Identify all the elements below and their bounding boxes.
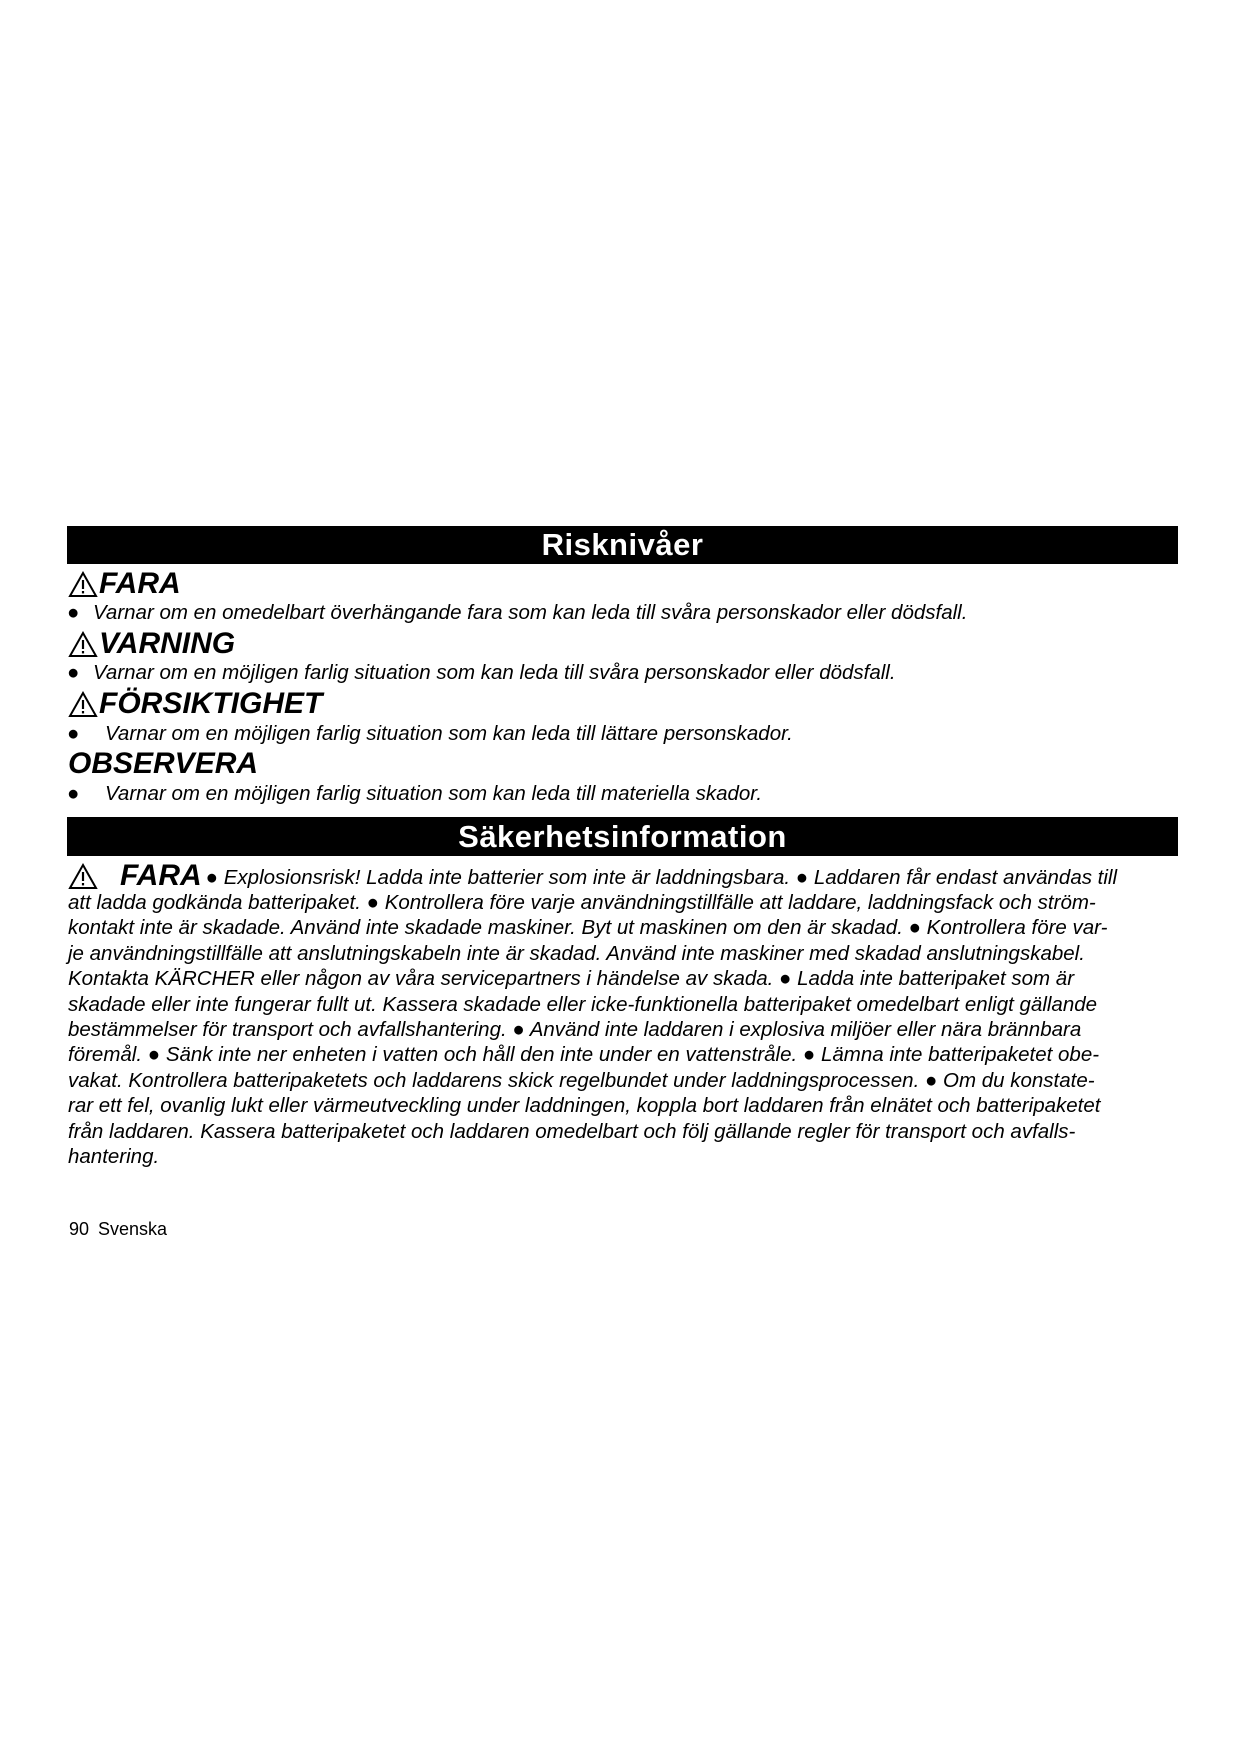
warning-triangle-icon xyxy=(68,631,98,658)
safety-line: hantering. xyxy=(68,1145,160,1169)
safety-information-paragraph xyxy=(68,859,1180,1169)
risk-level-varning-description xyxy=(67,660,896,686)
risk-level-forsiktighet-description xyxy=(67,721,793,747)
risk-level-observera-description xyxy=(67,781,762,807)
warning-triangle-icon xyxy=(68,862,102,890)
section-title: Risknivåer xyxy=(541,527,704,562)
section-banner-risknivaer xyxy=(67,526,1178,564)
safety-line: Kontakta KÄRCHER eller någon av våra servicepartners i händelse av skada. ● Ladda inte batteripaket som är xyxy=(68,967,1075,991)
risk-level-text: Varnar om en omedelbart överhängande fara som kan leda till svåra personskador eller dödsfall. xyxy=(93,601,968,624)
warning-triangle-icon xyxy=(68,691,98,718)
safety-line: je användningstillfälle att anslutningskabeln inte är skadad. Använd inte maskiner med skadad anslutningskabel. xyxy=(68,941,1085,965)
risk-level-fara-heading xyxy=(68,566,181,602)
section-title: Säkerhetsinformation xyxy=(458,819,787,854)
risk-level-observera-heading xyxy=(68,746,258,782)
safety-line: bestämmelser för transport och avfallshantering. ● Använd inte laddaren i explosiva miljöer eller nära brännbara xyxy=(68,1018,1082,1042)
risk-level-label: FARA xyxy=(99,567,181,600)
safety-fara-label: FARA xyxy=(120,859,202,892)
safety-line: att ladda godkända batteripaket. ● Kontrollera före varje användningstillfälle att laddare, laddningsfack och ström- xyxy=(68,891,1096,914)
section-banner-sakerhetsinformation xyxy=(67,817,1178,856)
bullet: ● xyxy=(67,661,80,684)
risk-level-text: Varnar om en möjligen farlig situation som kan leda till materiella skador. xyxy=(105,782,763,805)
risk-level-varning-heading xyxy=(68,626,235,662)
safety-line xyxy=(68,859,1180,892)
page-number: 90 xyxy=(69,1219,90,1239)
safety-line: skadade eller inte fungerar fullt ut. Kassera skadade eller icke-funktionella batteripaket omedelbart enligt gällande xyxy=(68,992,1098,1016)
risk-level-fara-description xyxy=(67,600,967,626)
warning-triangle-icon xyxy=(68,571,98,598)
risk-level-label: FÖRSIKTIGHET xyxy=(99,687,323,720)
bullet: ● xyxy=(67,601,80,624)
bullet: ● xyxy=(67,782,80,805)
safety-line: vakat. Kontrollera batteripaketets och laddarens skick regelbundet under laddningsprocessen. ● Om du konstate- xyxy=(68,1068,1095,1092)
risk-level-forsiktighet-heading xyxy=(68,686,322,722)
footer-language: Svenska xyxy=(98,1219,168,1239)
bullet: ● xyxy=(67,722,80,745)
risk-level-label: VARNING xyxy=(99,627,236,660)
risk-level-label: OBSERVERA xyxy=(68,747,259,780)
safety-line: föremål. ● Sänk inte ner enheten i vatten och håll den inte under en vattenstråle. ● Lämna inte batteripaketet obe- xyxy=(68,1043,1100,1067)
safety-line: kontakt inte är skadade. Använd inte skadade maskiner. Byt ut maskinen om den är skadad. ● Kontrollera före var- xyxy=(68,916,1108,940)
risk-level-text: Varnar om en möjligen farlig situation som kan leda till svåra personskador eller dödsfall. xyxy=(93,661,896,684)
risk-level-text: Varnar om en möjligen farlig situation som kan leda till lättare personskador. xyxy=(105,722,793,745)
safety-line: från laddaren. Kassera batteripaketet och laddaren omedelbart och följ gällande regler för transport och avfalls- xyxy=(68,1119,1076,1143)
page-footer xyxy=(69,1218,167,1240)
safety-text: ● Explosionsrisk! Ladda inte batterier som inte är laddningsbara. ● Laddaren får endast användas till xyxy=(205,865,1118,889)
safety-line: rar ett fel, ovanlig lukt eller värmeutveckling under laddningen, koppla bort laddaren från elnätet och batteripaketet xyxy=(68,1094,1101,1118)
